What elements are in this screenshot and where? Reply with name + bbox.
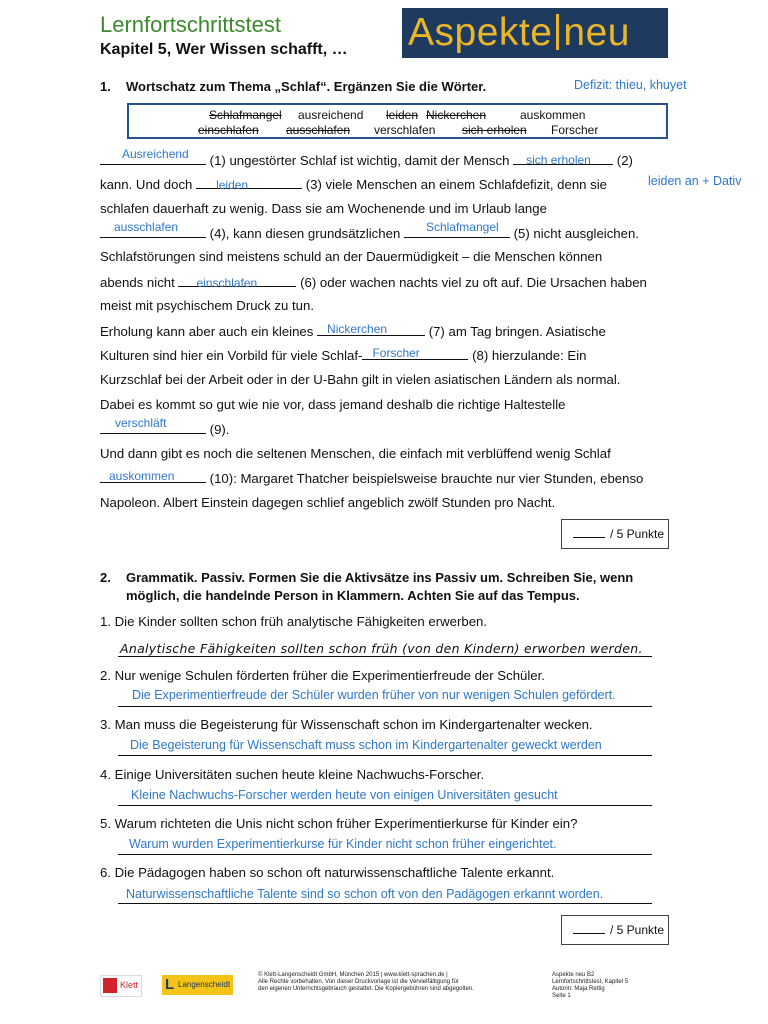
word-sich-erholen: sich erholen bbox=[462, 123, 527, 137]
klett-text: Klett bbox=[120, 980, 139, 990]
copyright-notice bbox=[258, 972, 474, 993]
answer-4: ausschlafen bbox=[114, 220, 179, 234]
word-ausreichend: ausreichend bbox=[298, 108, 364, 122]
task1-heading bbox=[100, 79, 486, 94]
points-label: / 5 Punkte bbox=[610, 527, 665, 541]
cloze-text: (3) viele Menschen an einem Schlafdefizit, denn sie bbox=[305, 177, 608, 192]
task2-heading bbox=[100, 569, 633, 605]
question-3: 3. Man muss die Begeisterung für Wissenschaft schon im Kindergartenalter wecken. bbox=[100, 717, 593, 732]
cloze-text: (6) oder wachen nachts viel zu oft auf. Die Ursachen haben bbox=[300, 275, 647, 290]
cloze-text: (1) ungestörter Schlaf ist wichtig, damit der Mensch bbox=[209, 153, 510, 168]
cloze-line: Und dann gibt es noch die seltenen Menschen, die einfach mit verblüffend wenig Schlaf bbox=[100, 446, 611, 461]
answer-10: auskommen bbox=[109, 469, 175, 483]
answer-line bbox=[118, 706, 652, 707]
answer-2: Die Experimentierfreude der Schüler wurden früher von nur wenigen Schulen gefördert. bbox=[132, 688, 616, 702]
cloze-text: (7) am Tag bringen. Asiatische bbox=[428, 324, 606, 339]
answer-2: sich erholen bbox=[526, 153, 591, 167]
cloze-line: Napoleon. Albert Einstein dagegen schlief angeblich zwölf Stunden pro Nacht. bbox=[100, 495, 556, 510]
answer-8: Forscher bbox=[372, 346, 420, 360]
document-info bbox=[552, 972, 628, 1000]
answer-line bbox=[118, 656, 652, 657]
cloze-line bbox=[100, 470, 643, 487]
word-ausschlafen: ausschlafen bbox=[286, 123, 351, 137]
word-einschlafen: einschlafen bbox=[198, 123, 259, 137]
cloze-line: schlafen dauerhaft zu wenig. Dass sie am Wochenende und im Urlaub lange bbox=[100, 201, 547, 216]
cloze-line bbox=[100, 323, 606, 340]
cloze-line bbox=[100, 147, 633, 169]
answer-3: Die Begeisterung für Wissenschaft muss schon im Kindergartenalter geweckt werden bbox=[130, 738, 602, 752]
langenscheidt-mark: L bbox=[165, 976, 175, 993]
cloze-line: meist mit psychischem Druck zu tun. bbox=[100, 298, 314, 313]
points-box-task2 bbox=[561, 915, 669, 945]
answer-9: verschläft bbox=[115, 416, 167, 430]
langenscheidt-text: Langenscheidt bbox=[178, 980, 231, 989]
info-line: Lernfortschrittstest, Kapitel 5 bbox=[552, 979, 629, 985]
logo-text-right: neu bbox=[563, 11, 630, 54]
klett-logo bbox=[100, 975, 142, 997]
points-box-task1 bbox=[561, 519, 669, 549]
answer-line bbox=[118, 854, 652, 855]
cloze-text: kann. Und doch bbox=[100, 177, 193, 192]
cloze-line: Kurzschlaf bei der Arbeit oder in der U-Bahn gilt in vielen asiatischen Ländern als normal. bbox=[100, 372, 621, 387]
cloze-text: abends nicht bbox=[100, 275, 175, 290]
task2-heading-line1: Grammatik. Passiv. Formen Sie die Aktivsätze ins Passiv um. Schreiben Sie, wenn bbox=[126, 570, 634, 585]
answer-6: einschlafen bbox=[196, 276, 258, 290]
cloze-text: Erholung kann aber auch ein kleines bbox=[100, 324, 314, 339]
cloze-line bbox=[100, 274, 647, 291]
cloze-text: (5) nicht ausgleichen. bbox=[513, 226, 639, 241]
word-nickerchen: Nickerchen bbox=[426, 108, 487, 122]
points-label: / 5 Punkte bbox=[610, 923, 665, 937]
cloze-text: (8) hierzulande: Ein bbox=[472, 348, 587, 363]
logo-text-left: Aspekte bbox=[408, 11, 553, 54]
cloze-line bbox=[100, 347, 586, 364]
page-subtitle: Kapitel 5, Wer Wissen schafft, … bbox=[100, 41, 348, 58]
klett-mark bbox=[103, 978, 117, 993]
cloze-text: (4), kann diesen grundsätzlichen bbox=[209, 226, 401, 241]
cloze-line bbox=[100, 220, 639, 242]
page-title: Lernfortschrittstest bbox=[100, 12, 281, 37]
cloze-text: Kulturen sind hier ein Vorbild für viele Schlaf- bbox=[100, 348, 363, 363]
cloze-text: (2) bbox=[616, 153, 633, 168]
margin-note: leiden an + Dativ bbox=[648, 174, 742, 188]
task1-heading-text: Wortschatz zum Thema „Schlaf“. Ergänzen Sie die Wörter. bbox=[126, 79, 487, 94]
info-line: Seite 1 bbox=[552, 993, 571, 999]
task2-number: 2. bbox=[100, 570, 111, 585]
answer-6: Naturwissenschaftliche Talente sind so schon oft von den Padägogen erkannt worden. bbox=[126, 887, 604, 901]
word-forscher: Forscher bbox=[551, 123, 599, 137]
info-line: Autorin: Maja Rettig bbox=[552, 986, 605, 992]
question-4: 4. Einige Universitäten suchen heute kleine Nachwuchs-Forscher. bbox=[100, 767, 485, 782]
copyright-line: den eigenen Unterrichtsgebrauch gestattet. Die Kopiergebühren sind abgegolten. bbox=[258, 986, 474, 992]
answer-line bbox=[118, 755, 652, 756]
word-auskommen: auskommen bbox=[520, 108, 586, 122]
cloze-line bbox=[100, 176, 607, 193]
word-leiden: leiden bbox=[386, 108, 419, 122]
copyright-line: © Klett-Langenscheidt GmbH, München 2015 | www.klett-sprachen.de | bbox=[258, 972, 448, 978]
question-2: 2. Nur wenige Schulen förderten früher die Experimentierfreude der Schüler. bbox=[100, 668, 545, 683]
question-6: 6. Die Pädagogen haben so schon oft naturwissenschaftliche Talente erkannt. bbox=[100, 865, 555, 880]
cloze-line bbox=[100, 416, 230, 438]
answer-4: Kleine Nachwuchs-Forscher werden heute von einigen Universitäten gesucht bbox=[131, 788, 558, 802]
answer-handwritten-1: Analytische Fähigkeiten sollten schon früh (von den Kindern) erworben werden. bbox=[120, 641, 643, 656]
cloze-line: Dabei es kommt so gut wie nie vor, dass jemand deshalb die richtige Haltestelle bbox=[100, 397, 566, 412]
points-blank bbox=[573, 933, 605, 934]
answer-7: Nickerchen bbox=[327, 322, 388, 336]
cloze-text: (10): Margaret Thatcher beispielsweise brauchte nur vier Stunden, ebenso bbox=[209, 471, 644, 486]
answer-5: Schlafmangel bbox=[425, 220, 499, 234]
answer-line bbox=[118, 805, 652, 806]
cloze-line: Schlafstörungen sind meistens schuld an der Dauermüdigkeit – die Menschen können bbox=[100, 249, 603, 264]
langenscheidt-logo bbox=[162, 975, 233, 995]
answer-5: Warum wurden Experimentierkurse für Kinder nicht schon früher eingerichtet. bbox=[129, 837, 557, 851]
answer-3: leiden bbox=[216, 178, 249, 192]
answer-1: Ausreichend bbox=[122, 147, 189, 161]
points-blank bbox=[573, 537, 605, 538]
word-box bbox=[127, 103, 668, 139]
aspekte-neu-logo bbox=[402, 8, 668, 58]
cloze-text: (9). bbox=[209, 422, 230, 437]
task2-heading-line2: möglich, die handelnde Person in Klammern. Achten Sie auf das Tempus. bbox=[126, 588, 580, 603]
word-verschlafen: verschlafen bbox=[374, 123, 436, 137]
copyright-line: Alle Rechte vorbehalten. Von dieser Druckvorlage ist die Vervielfältigung für bbox=[258, 979, 459, 985]
answer-line bbox=[118, 903, 652, 904]
question-5: 5. Warum richteten die Unis nicht schon früher Experimentierkurse für Kinder ein? bbox=[100, 816, 578, 831]
question-1: 1. Die Kinder sollten schon früh analytische Fähigkeiten erwerben. bbox=[100, 614, 488, 629]
task1-number: 1. bbox=[100, 79, 111, 94]
word-schlafmangel: Schlafmangel bbox=[209, 108, 282, 122]
defizit-note: Defizit: thieu, khuyet bbox=[574, 78, 687, 92]
info-line: Aspekte neu B2 bbox=[552, 972, 595, 978]
logo-divider bbox=[556, 14, 559, 50]
